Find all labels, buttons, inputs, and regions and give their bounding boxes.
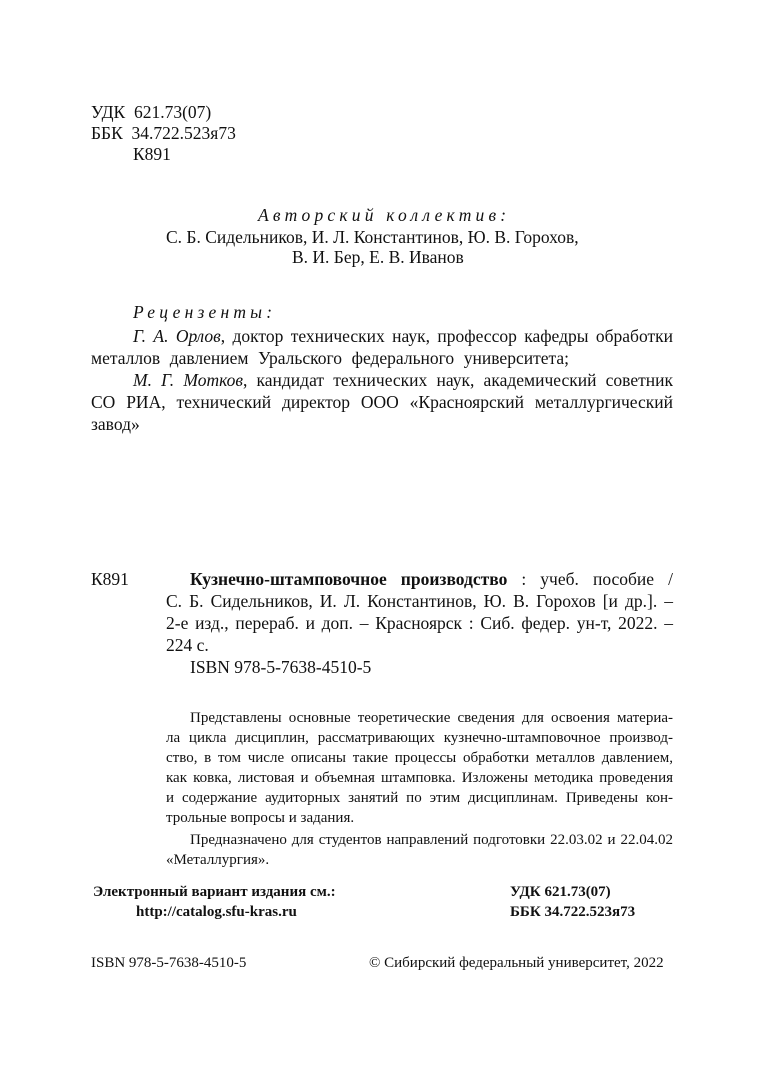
copyright: © Сибирский федеральный университет, 2022: [369, 955, 664, 971]
abstract-line-4: как ковка, листовая и объемная штамповка. Изложены методика проведения: [166, 770, 673, 786]
abstract-line-3: ство, в том числе описаны такие процессы обработки металлов давлением,: [166, 750, 673, 766]
udk-code: [91, 101, 211, 123]
purpose-line-2: «Металлургия».: [166, 852, 270, 868]
reviewer-1-text: , доктор технических наук, профессор кафедры обработки: [220, 326, 673, 346]
udk-label: УДК: [91, 102, 126, 122]
authors-line-2: В. И. Бер, Е. В. Иванов: [292, 247, 464, 267]
bbk-value: 34.722.523я73: [131, 123, 236, 143]
reviewer-2-line-3: завод»: [91, 414, 140, 434]
udk-bold: УДК 621.73(07): [510, 884, 611, 900]
reviewer-2-name: М. Г. Мотков: [133, 370, 243, 390]
reviewer-2-line-1: [133, 369, 673, 391]
bibliography-line-1-rest: : учеб. пособие /: [507, 569, 673, 589]
authors-line-1: С. Б. Сидельников, И. Л. Константинов, Ю. В. Горохов,: [166, 227, 579, 247]
udk-value: 621.73(07): [133, 102, 212, 122]
footer-isbn: ISBN 978-5-7638-4510-5: [91, 955, 247, 971]
reviewers-heading: Рецензенты:: [133, 302, 277, 322]
reviewer-1-line-1: [133, 325, 673, 347]
abstract-line-6: трольные вопросы и задания.: [166, 810, 355, 826]
bbk-code: [91, 122, 236, 144]
author-mark: К891: [133, 144, 171, 164]
reviewer-1-line-2: металлов давлением Уральского федерального университета;: [91, 348, 569, 368]
abstract-line-1: Представлены основные теоретические сведения для освоения материа-: [190, 710, 673, 726]
bbk-bold: ББК 34.722.523я73: [510, 904, 636, 920]
bibliography-isbn: ISBN 978-5-7638-4510-5: [190, 657, 372, 677]
authors-heading: Авторский коллектив:: [258, 205, 511, 225]
bibliography-line-4: 224 с.: [166, 635, 209, 655]
bibliography-line-2: С. Б. Сидельников, И. Л. Константинов, Ю. В. Горохов [и др.]. –: [166, 591, 673, 611]
abstract-line-5: и содержание аудиторных занятий по этим дисциплинам. Приведены кон-: [166, 790, 673, 806]
bibliography-line-1: [190, 568, 673, 590]
reviewer-2-text: , кандидат технических наук, академический советник: [242, 370, 673, 390]
bibliography-line-3: 2-е изд., перераб. и доп. – Красноярск : Сиб. федер. ун-т, 2022. –: [166, 613, 673, 633]
reviewer-1-name: Г. А. Орлов: [133, 326, 221, 346]
bbk-label: ББК: [91, 123, 123, 143]
catalog-link[interactable]: http://catalog.sfu-kras.ru: [136, 904, 297, 920]
reviewer-2-line-2: СО РИА, технический директор ООО «Красноярский металлургический: [91, 392, 673, 412]
electronic-version-label: Электронный вариант издания см.:: [93, 884, 336, 900]
abstract-line-2: ла цикла дисциплин, рассматривающих кузнечно-штамповочное производ-: [166, 730, 673, 746]
purpose-line-1: Предназначено для студентов направлений подготовки 22.03.02 и 22.04.02: [190, 832, 673, 848]
bibliography-mark: К891: [91, 569, 129, 589]
book-title: Кузнечно-штамповочное производство: [190, 569, 508, 589]
